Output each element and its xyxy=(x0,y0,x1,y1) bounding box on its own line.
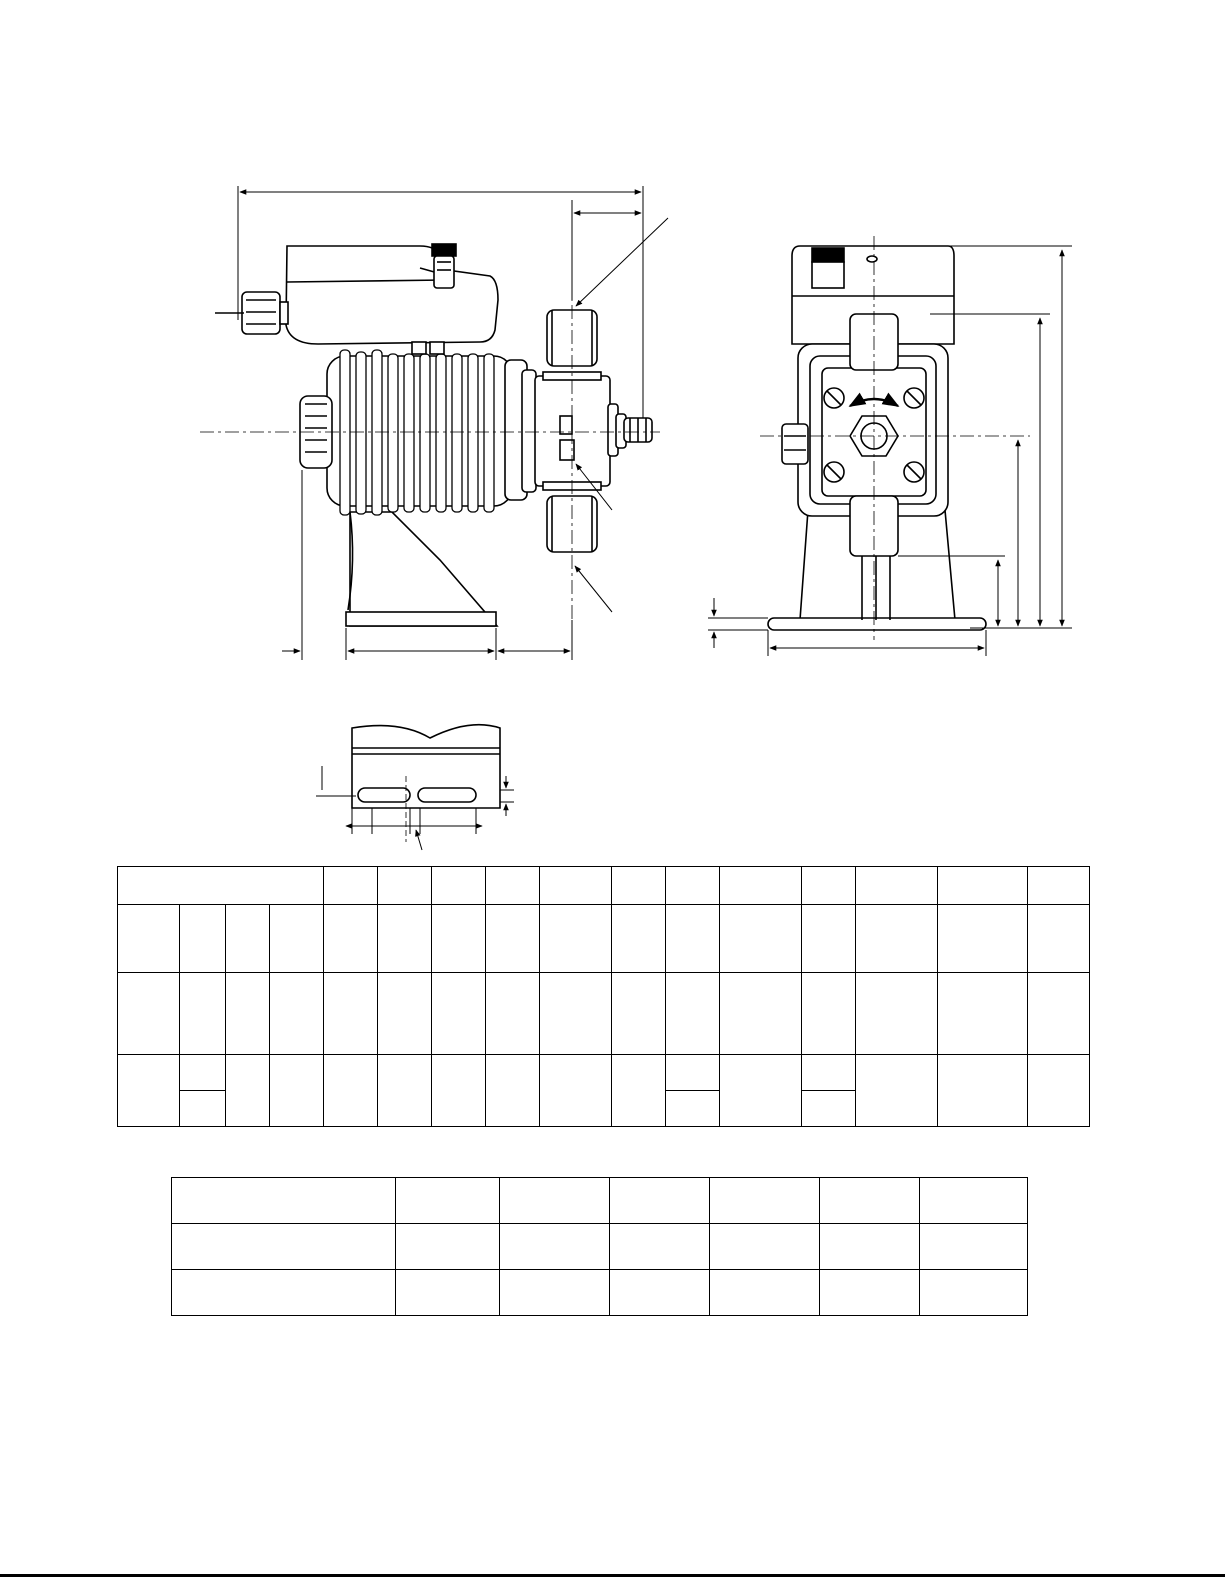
table-cell xyxy=(920,1178,1028,1224)
table-row xyxy=(172,1178,1028,1224)
table-cell xyxy=(378,905,432,973)
table-cell xyxy=(180,905,226,973)
table-cell xyxy=(856,867,938,905)
table-cell xyxy=(666,1055,720,1091)
table-cell xyxy=(270,1055,324,1127)
table-cell xyxy=(324,905,378,973)
table-row xyxy=(118,867,1090,905)
table-cell xyxy=(432,867,486,905)
table-row xyxy=(118,905,1090,973)
table-cell xyxy=(610,1178,710,1224)
table-cell xyxy=(666,905,720,973)
table-row xyxy=(118,973,1090,1055)
dimension-table xyxy=(117,866,1090,1127)
table-cell xyxy=(1028,905,1090,973)
table-cell xyxy=(270,973,324,1055)
table-cell xyxy=(920,1224,1028,1270)
table-cell xyxy=(500,1224,610,1270)
table-cell xyxy=(610,1224,710,1270)
table-cell xyxy=(540,1055,612,1127)
table-cell xyxy=(666,867,720,905)
table-cell xyxy=(666,973,720,1055)
table-cell xyxy=(396,1178,500,1224)
table-cell xyxy=(820,1224,920,1270)
table-cell xyxy=(612,867,666,905)
table-cell xyxy=(720,973,802,1055)
table-cell xyxy=(802,1055,856,1091)
table-cell xyxy=(500,1178,610,1224)
table-cell xyxy=(226,973,270,1055)
table-cell xyxy=(118,867,324,905)
table-cell xyxy=(180,1091,226,1127)
table-cell xyxy=(180,1055,226,1091)
mounting-foot-detail xyxy=(316,725,514,850)
table-cell xyxy=(612,1055,666,1127)
table-cell xyxy=(378,867,432,905)
table-row xyxy=(172,1270,1028,1316)
table-cell xyxy=(396,1224,500,1270)
table-cell xyxy=(820,1178,920,1224)
table-cell xyxy=(720,867,802,905)
table-cell xyxy=(486,905,540,973)
table-cell xyxy=(118,1055,180,1127)
table-row xyxy=(172,1224,1028,1270)
table-cell xyxy=(270,905,324,973)
table-cell xyxy=(540,973,612,1055)
table-cell xyxy=(1028,973,1090,1055)
table-cell xyxy=(486,867,540,905)
table-cell xyxy=(540,867,612,905)
table-cell xyxy=(540,905,612,973)
table-cell xyxy=(802,867,856,905)
table-cell xyxy=(938,1055,1028,1127)
table-cell xyxy=(820,1270,920,1316)
table-cell xyxy=(856,905,938,973)
table-cell xyxy=(938,905,1028,973)
table-row xyxy=(118,1055,1090,1091)
table-cell xyxy=(172,1178,396,1224)
table-cell xyxy=(324,867,378,905)
secondary-table xyxy=(171,1177,1028,1316)
table-cell xyxy=(226,1055,270,1127)
table-cell xyxy=(432,973,486,1055)
table-cell xyxy=(432,905,486,973)
table-cell xyxy=(938,973,1028,1055)
table-cell xyxy=(720,905,802,973)
table-cell xyxy=(432,1055,486,1127)
table-cell xyxy=(612,905,666,973)
table-cell xyxy=(378,1055,432,1127)
table-cell xyxy=(500,1270,610,1316)
table-cell xyxy=(666,1091,720,1127)
table-cell xyxy=(226,905,270,973)
table-cell xyxy=(710,1224,820,1270)
table-cell xyxy=(1028,1055,1090,1127)
table-cell xyxy=(396,1270,500,1316)
table-cell xyxy=(118,973,180,1055)
table-cell xyxy=(710,1178,820,1224)
table-cell xyxy=(938,867,1028,905)
table-cell xyxy=(378,973,432,1055)
table-cell xyxy=(856,1055,938,1127)
table-cell xyxy=(486,973,540,1055)
table-cell xyxy=(802,1091,856,1127)
table-cell xyxy=(610,1270,710,1316)
table-cell xyxy=(802,905,856,973)
table-cell xyxy=(172,1270,396,1316)
side-view xyxy=(200,186,668,660)
table-cell xyxy=(802,973,856,1055)
table-cell xyxy=(612,973,666,1055)
table-cell xyxy=(180,973,226,1055)
table-cell xyxy=(118,905,180,973)
footer-rule xyxy=(0,1574,1225,1577)
table-cell xyxy=(324,973,378,1055)
table-cell xyxy=(856,973,938,1055)
table-cell xyxy=(920,1270,1028,1316)
table-cell xyxy=(1028,867,1090,905)
table-cell xyxy=(486,1055,540,1127)
table-cell xyxy=(172,1224,396,1270)
table-cell xyxy=(710,1270,820,1316)
table-cell xyxy=(324,1055,378,1127)
front-view xyxy=(708,236,1072,656)
table-cell xyxy=(720,1055,802,1127)
